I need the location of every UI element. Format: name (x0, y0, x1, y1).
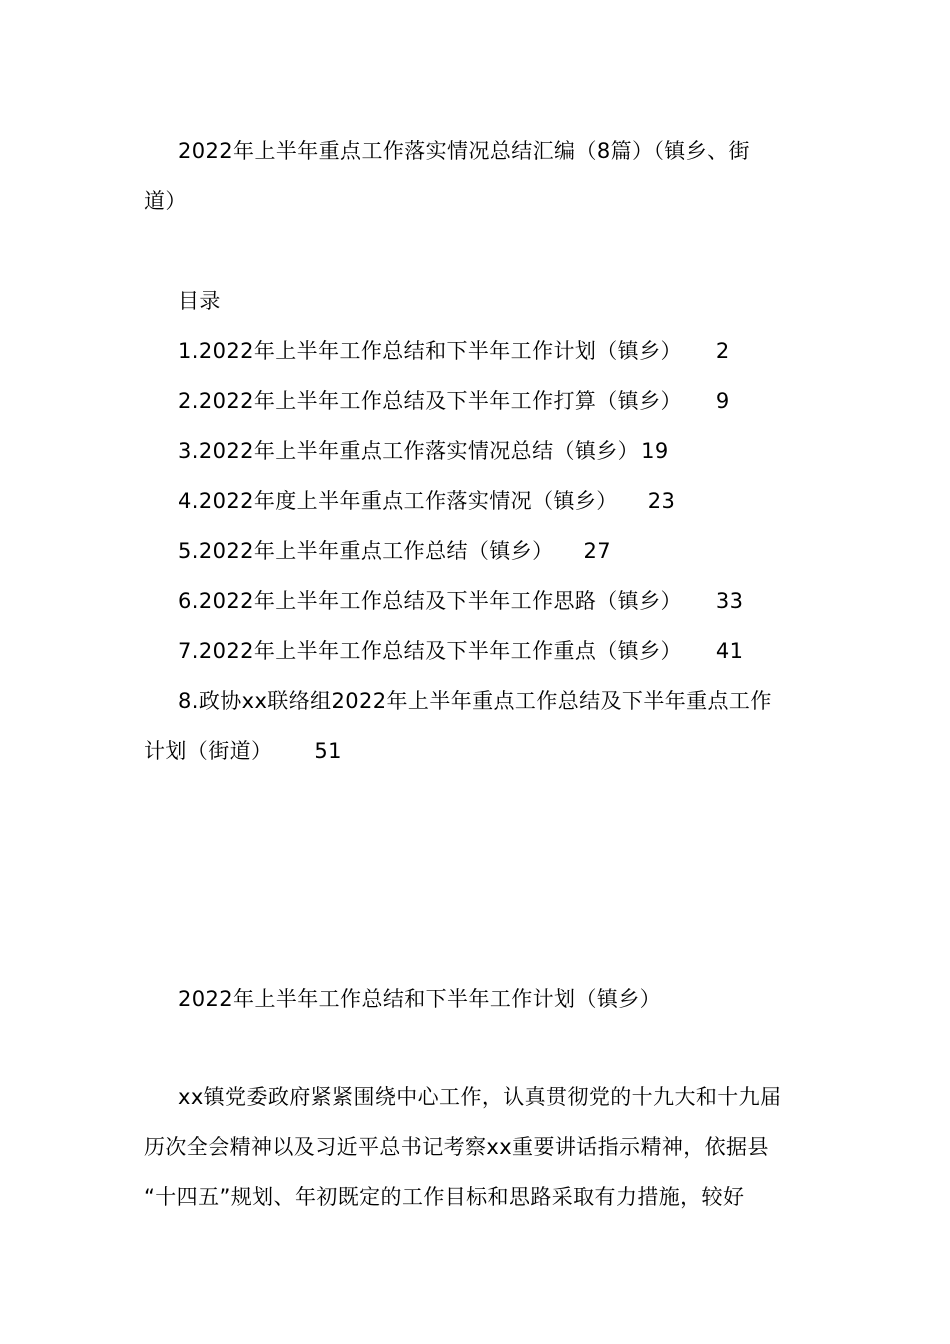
toc-item-text: 3.2022年上半年重点工作落实情况总结（镇乡） (178, 439, 640, 463)
toc-item-page: 19 (641, 439, 669, 463)
toc-item-page: 27 (583, 539, 612, 563)
toc-item-4 (178, 486, 675, 516)
toc-item-text: 5.2022年上半年重点工作总结（镇乡） (178, 539, 554, 563)
paragraph-line-1: xx镇党委政府紧紧围绕中心工作，认真贯彻党的十九大和十九届 (178, 1085, 782, 1109)
toc-item-5 (178, 536, 611, 566)
toc-item-8-line-1: 8.政协xx联络组2022年上半年重点工作总结及下半年重点工作 (178, 689, 772, 713)
paragraph-line-2: 历次全会精神以及习近平总书记考察xx重要讲话指示精神，依据县 (144, 1135, 769, 1159)
toc-item-7 (178, 636, 743, 666)
toc-item-page: 41 (715, 639, 744, 663)
toc-item-page: 23 (647, 489, 676, 513)
toc-item-page: 2 (715, 339, 730, 363)
toc-item-text: 计划（街道） (144, 739, 273, 763)
toc-item-3 (178, 436, 669, 466)
section-heading: 2022年上半年工作总结和下半年工作计划（镇乡） (178, 987, 662, 1011)
toc-item-page: 9 (715, 389, 730, 413)
document-title-line-2: 道） (144, 189, 187, 213)
toc-item-2 (178, 386, 730, 416)
paragraph-line-3: “十四五”规划、年初既定的工作目标和思路采取有力措施，较好 (144, 1185, 745, 1209)
toc-item-1 (178, 336, 730, 366)
toc-item-text: 7.2022年上半年工作总结及下半年工作重点（镇乡） (178, 639, 682, 663)
toc-item-text: 2.2022年上半年工作总结及下半年工作打算（镇乡） (178, 389, 682, 413)
toc-item-text: 1.2022年上半年工作总结和下半年工作计划（镇乡） (178, 339, 682, 363)
document-title-line-1: 2022年上半年重点工作落实情况总结汇编（8篇）（镇乡、街 (178, 139, 750, 163)
toc-item-text: 6.2022年上半年工作总结及下半年工作思路（镇乡） (178, 589, 682, 613)
toc-item-6 (178, 586, 743, 616)
toc-item-text: 4.2022年度上半年重点工作落实情况（镇乡） (178, 489, 618, 513)
toc-heading: 目录 (178, 289, 221, 313)
toc-item-page: 33 (715, 589, 744, 613)
toc-item-page: 51 (314, 739, 342, 763)
toc-item-8-line-2 (144, 736, 342, 766)
